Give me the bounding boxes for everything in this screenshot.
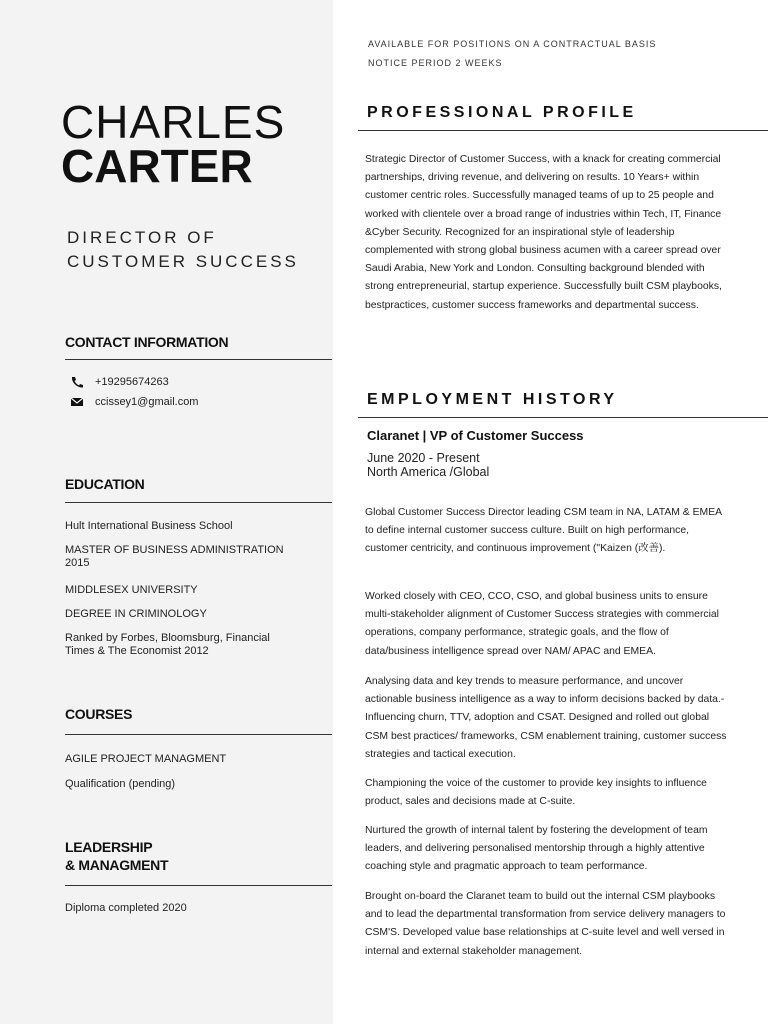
education-item: MIDDLESEX UNIVERSITY [65,584,198,596]
job-title-line1: DIRECTOR OF [67,228,217,247]
divider [358,417,768,418]
notice-line: NOTICE PERIOD 2 WEEKS [368,58,503,68]
job-paragraph: Worked closely with CEO, CCO, CSO, and global business units to ensure multi-stakeholder alignment of Customer Success strategies with commercial operations, company performance, strategic goals, and the flow of data/business intelligence spread over NAM/ APAC and EMEA. [365,591,719,657]
availability-line: AVAILABLE FOR POSITIONS ON A CONTRACTUAL BASIS [368,39,657,49]
email-address: ccissey1@gmail.com [95,396,199,408]
contact-email [70,396,198,408]
job-paragraph: Brought on-board the Claranet team to build out the internal CSM playbooks and to lead the departmental transformation from service delivery managers to CSM'S. Developed value base relationships at C-suite level and well versed in internal and external stakeholder management. [365,891,726,957]
phone-icon [70,376,84,388]
envelope-icon [70,396,84,408]
course-item: Qualification (pending) [65,778,176,790]
job-paragraph: Nurtured the growth of internal talent by fostering the development of team leaders, and delivering personalised mentorship through a highly attentive coaching style and pragmatic approach to team performance. [365,825,708,873]
education-item: 2015 [65,557,90,569]
job-title-line2: CUSTOMER SUCCESS [67,252,299,271]
employer-role: Claranet | VP of Customer Success [367,428,584,443]
last-name: CARTER [61,140,253,192]
divider [65,359,332,360]
education-item: Times & The Economist 2012 [65,645,209,657]
job-title [67,226,327,274]
job-paragraph: Championing the voice of the customer to provide key insights to influence product, sales and decisions made at C-suite. [365,778,707,808]
first-name: CHARLES [61,96,286,148]
job-dates: June 2020 - Present [367,451,480,465]
divider [65,734,332,735]
education-item: Hult International Business School [65,520,233,532]
job-location: North America /Global [367,465,490,479]
education-item: DEGREE IN CRIMINOLOGY [65,608,207,620]
employment-heading: EMPLOYMENT HISTORY [367,391,618,408]
contact-heading: CONTACT INFORMATION [65,334,229,350]
courses-heading: COURSES [65,706,133,722]
left-sidebar [0,0,333,1024]
divider [358,130,768,131]
job-paragraph: Analysing data and key trends to measure performance, and uncover actionable business intelligence as a way to inform decisions backed by data.- Influencing churn, TTV, adoption and CSAT. Designed and rolled out global CSM best practices/ frameworks, CSM enablement training, customer success strategies and tactical execution. [365,676,727,760]
contact-phone [70,376,169,388]
education-item: Ranked by Forbes, Bloomsburg, Financial [65,632,270,644]
leadership-item: Diploma completed 2020 [65,902,187,914]
education-heading: EDUCATION [65,476,145,492]
phone-number: +19295674263 [95,376,169,388]
leadership-heading-line2: & MANAGMENT [65,857,169,873]
education-item: MASTER OF BUSINESS ADMINISTRATION [65,544,284,556]
divider [65,885,332,886]
course-item: AGILE PROJECT MANAGMENT [65,753,227,765]
profile-heading: PROFESSIONAL PROFILE [367,104,637,121]
profile-text: Strategic Director of Customer Success, with a knack for creating commercial partnerships, driving revenue, and delivering on results. 10 Years+ within customer centric roles. Successfully managed teams of up to 25 people and worked with clientele over a broad range of industries within Tech, IT, Finance &Cyber Security. Recognized for an inspirational style of leadership complemented with strong global business acumen with a career spread over Saudi Arabia, New York and London. Consulting background blended with strong entrepreneurial, startup experience. Successfully built CSM playbooks, bestpractices, customer success frameworks and departmental success. [365,154,722,311]
divider [65,502,332,503]
leadership-heading-line1: LEADERSHIP [65,839,153,855]
leadership-heading [65,838,330,874]
job-paragraph: Global Customer Success Director leading CSM team in NA, LATAM & EMEA to define internal customer success culture. Built on high performance, customer centricity, and continuous improvement ("Kaizen (改善). [365,507,722,555]
